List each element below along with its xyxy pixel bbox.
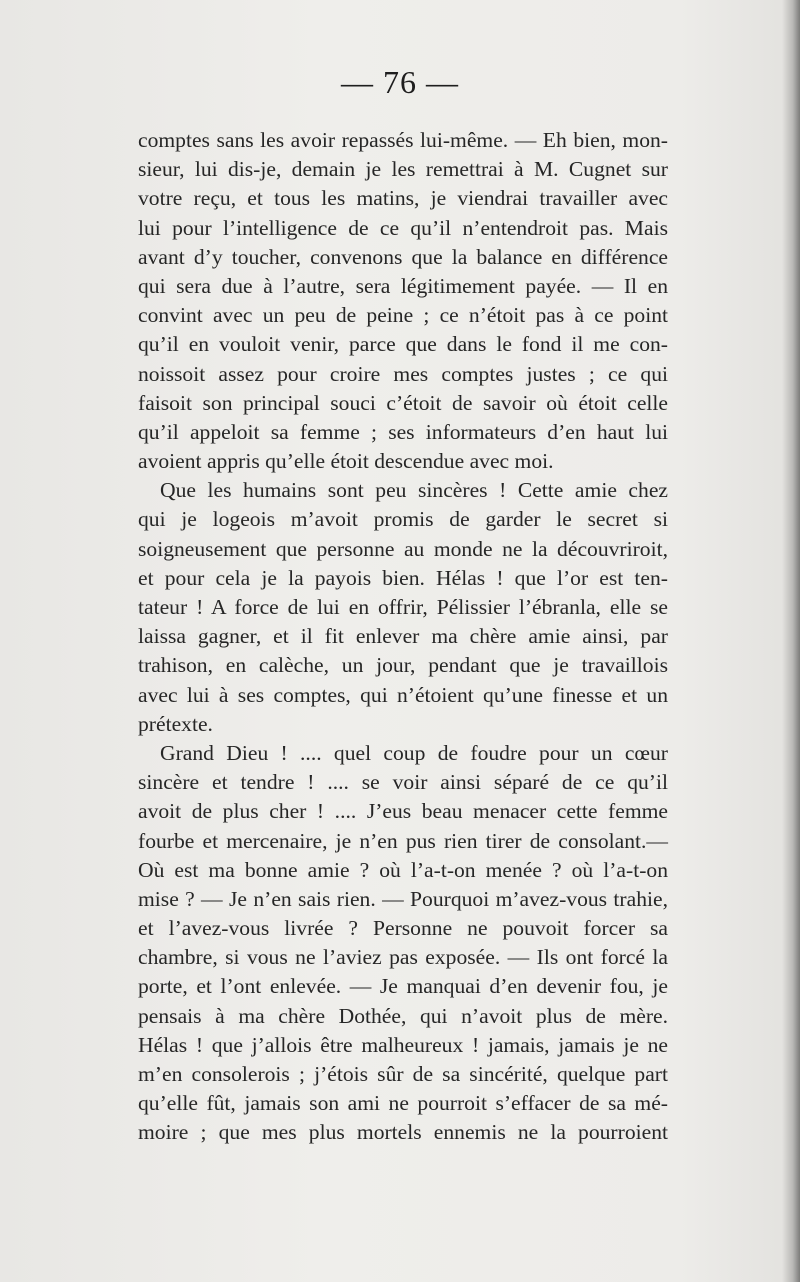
text-line: tateur ! A force de lui en offrir, Pélissier l’ébranla, elle se <box>138 595 668 619</box>
text-line: avec lui à ses comptes, qui n’étoient qu’une finesse et un <box>138 682 668 707</box>
text-line: faisoit son principal souci c’étoit de savoir où étoit celle <box>138 390 668 415</box>
text-line: Où est ma bonne amie ? où l’a-t-on menée ? où l’a-t-on <box>138 857 668 882</box>
paragraph-start-line: Grand Dieu ! .... quel coup de foudre pour un cœur <box>160 740 668 765</box>
text-line: prétexte. <box>138 711 213 736</box>
text-line: avoit de plus cher ! .... J’eus beau menacer cette femme <box>138 799 668 824</box>
text-line: votre reçu, et tous les matins, je viendrai travailler avec <box>138 186 668 211</box>
text-line: et l’avez-vous livrée ? Personne ne pouvoit forcer sa <box>138 916 668 941</box>
text-line: mise ? — Je n’en sais rien. — Pourquoi m’avez-vous trahie, <box>138 886 668 911</box>
text-line: soigneusement que personne au monde ne la découvriroit, <box>138 536 668 561</box>
text-line: sieur, lui dis-je, demain je les remettrai à M. Cugnet sur <box>138 157 668 182</box>
text-line: lui pour l’intelligence de ce qu’il n’entendroit pas. Mais <box>138 215 668 240</box>
text-line: pensais à ma chère Dothée, qui n’avoit plus de mère. <box>138 1003 668 1028</box>
page-number: — 76 — <box>341 64 459 100</box>
text-line: sincère et tendre ! .... se voir ainsi séparé de ce qu’il <box>138 770 668 795</box>
text-line: qu’il appeloit sa femme ; ses informateurs d’en haut lui <box>138 419 668 444</box>
text-line: qu’il en vouloit venir, parce que dans le fond il me con- <box>138 332 668 357</box>
text-line: qu’elle fût, jamais son ami ne pourroit s’effacer de sa mé- <box>138 1091 668 1116</box>
text-line: avant d’y toucher, convenons que la balance en différence <box>138 244 668 269</box>
text-line: moire ; que mes plus mortels ennemis ne la pourroient <box>138 1120 668 1145</box>
text-line: noissoit assez pour croire mes comptes justes ; ce qui <box>138 361 668 386</box>
text-line: porte, et l’ont enlevée. — Je manquai d’en devenir fou, je <box>138 974 668 999</box>
text-line: qui je logeois m’avoit promis de garder le secret si <box>138 507 668 532</box>
text-line: laissa gagner, et il fit enlever ma chère amie ainsi, par <box>138 624 668 649</box>
text-line: qui sera due à l’autre, sera légitimement payée. — Il en <box>138 273 668 298</box>
body-text <box>138 126 668 1148</box>
text-line: Hélas ! que j’allois être malheureux ! jamais, jamais je ne <box>138 1032 668 1057</box>
text-line: m’en consolerois ; j’étois sûr de sa sincérité, quelque part <box>138 1062 668 1086</box>
text-line: comptes sans les avoir repassés lui-même. — Eh bien, mon- <box>138 128 668 152</box>
text-line: fourbe et mercenaire, je n’en pus rien tirer de consolant.— <box>138 828 668 853</box>
paragraph-start-line: Que les humains sont peu sincères ! Cette amie chez <box>160 478 668 503</box>
text-line: convint avec un peu de peine ; ce n’étoit pas à ce point <box>138 303 668 328</box>
text-line: avoient appris qu’elle étoit descendue avec moi. <box>138 449 554 474</box>
page-edge-shadow <box>782 0 800 1282</box>
text-line: trahison, en calèche, un jour, pendant que je travaillois <box>138 653 668 678</box>
text-line: chambre, si vous ne l’aviez pas exposée. — Ils ont forcé la <box>138 945 668 970</box>
text-line: et pour cela je la payois bien. Hélas ! que l’or est ten- <box>138 565 668 590</box>
